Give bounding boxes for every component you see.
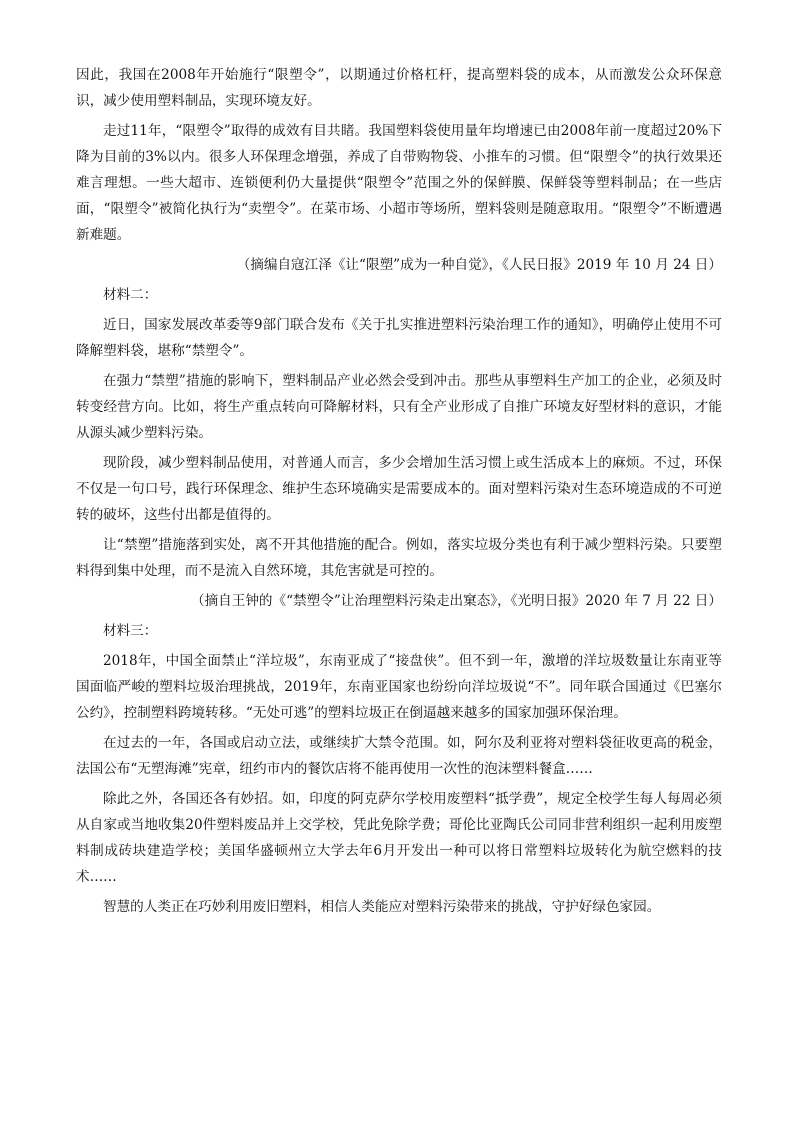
material2-source: （摘自王钟的《“禁塑令”让治理塑料污染走出窠态》，《光明日报》2020 年 7 月 22 日）: [190, 593, 722, 609]
material3-paragraph-2: 在过去的一年，各国或启动立法，或继续扩大禁令范围。如，阿尔及利亚将对塑料袋征收更高的税金，法国公布“无塑海滩”宪章，纽约市内的餐饮店将不能再使用一次性的泡沫塑料餐盒……: [76, 735, 722, 777]
material1-results-paragraph: 走过11年，“限塑令”取得的成效有目共睹。我国塑料袋使用量年均增速已由2008年前一度超过20%下降为目前的3%以内。很多人环保理念增强，养成了自带购物袋、小推车的习惯。但“限塑令”的执行效果还难言理想。一些大超市、连锁便利仍大量提供“限塑令”范围之外的保鲜膜、保鲜袋等塑料制品；在一些店面，“限塑令”被简化执行为“卖塑令”。在菜市场、小超市等场所，塑料袋则是随意取用。“限塑令”不断遭遇新难题。: [76, 123, 722, 243]
material3-label: 材料三：: [103, 623, 158, 639]
material1-intro-paragraph: 因此，我国在2008年开始施行“限塑令”，以期通过价格杠杆，提高塑料袋的成本，从而激发公众环保意识，减少使用塑料制品，实现环境友好。: [76, 67, 722, 109]
material2-paragraph-4: 让“禁塑”措施落到实处，离不开其他措施的配合。例如，落实垃圾分类也有利于减少塑料污染。只要塑料得到集中处理，而不是流入自然环境，其危害就是可控的。: [76, 537, 722, 579]
material2-paragraph-2: 在强力“禁塑”措施的影响下，塑料制品产业必然会受到冲击。那些从事塑料生产加工的企业，必须及时转变经营方向。比如，将生产重点转向可降解材料，只有全产业形成了自推广环境友好型材料的意识，才能从源头减少塑料污染。: [76, 373, 722, 441]
document-page: [76, 62, 722, 924]
material2-paragraph-1: 近日，国家发展改革委等9部门联合发布《关于扎实推进塑料污染治理工作的通知》，明确停止使用不可降解塑料袋，堪称“禁塑令”。: [76, 317, 722, 359]
material1-source: （摘编自寇江泽《让“限塑”成为一种自觉》，《人民日报》2019 年 10 月 24 日）: [236, 257, 722, 273]
material3-paragraph-4: 智慧的人类正在巧妙利用废旧塑料，相信人类能应对塑料污染带来的挑战，守护好绿色家园。: [103, 899, 661, 915]
material2-paragraph-3: 现阶段，减少塑料制品使用，对普通人而言，多少会增加生活习惯上或生活成本上的麻烦。不过，环保不仅是一句口号，践行环保理念、维护生态环境确实是需要成本的。面对塑料污染对生态环境造成的不可逆转的破坏，这些付出都是值得的。: [76, 455, 722, 523]
material3-paragraph-3: 除此之外，各国还各有妙招。如，印度的阿克萨尔学校用废塑料“抵学费”，规定全校学生每人每周必须从自家或当地收集20件塑料废品并上交学校，凭此免除学费；哥伦比亚陶氏公司同非营利组织一起利用废塑料制成砖块建造学校；美国华盛顿州立大学去年6月开发出一种可以将日常塑料垃圾转化为航空燃料的技术……: [76, 791, 722, 885]
material3-paragraph-1: 2018年，中国全面禁止“洋垃圾”，东南亚成了“接盘侠”。但不到一年，激增的洋垃圾数量让东南亚等国面临严峻的塑料垃圾治理挑战，2019年，东南亚国家也纷纷向洋垃圾说“不”。同年联合国通过《巴塞尔公约》，控制塑料跨境转移。“无处可逃”的塑料垃圾正在倒逼越来越多的国家加强环保治理。: [76, 653, 722, 721]
material2-label: 材料二：: [103, 287, 158, 303]
